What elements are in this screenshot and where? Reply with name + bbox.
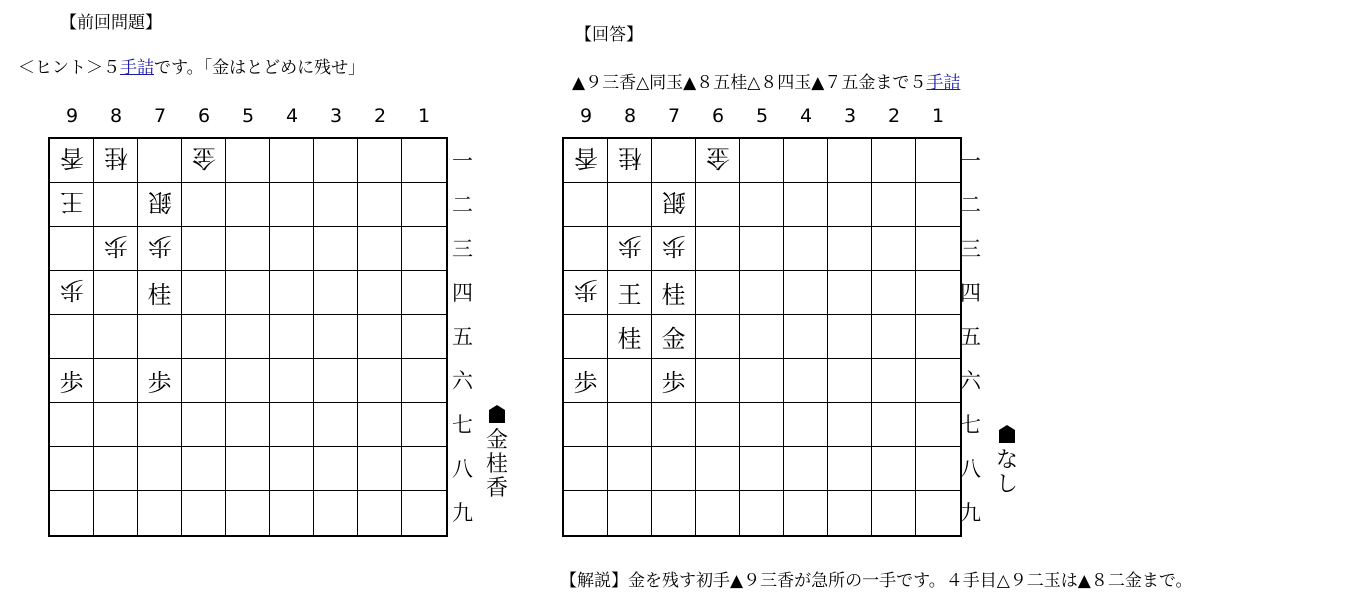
board-square xyxy=(314,271,358,315)
board-square xyxy=(564,315,608,359)
file-label: 9 xyxy=(65,105,79,127)
board-square xyxy=(740,491,784,535)
rank-label: 九 xyxy=(452,501,473,525)
board-square xyxy=(564,271,608,315)
board-square xyxy=(828,447,872,491)
board-square xyxy=(652,403,696,447)
rank-label: 一 xyxy=(452,149,473,173)
file-label: 2 xyxy=(373,105,387,127)
rank-label: 二 xyxy=(452,193,473,217)
board-square xyxy=(314,183,358,227)
board-square xyxy=(182,315,226,359)
board-square xyxy=(94,315,138,359)
hint-prefix: ＜ヒント＞５ xyxy=(18,58,120,78)
file-label: 2 xyxy=(887,105,901,127)
rank-label: 三 xyxy=(452,237,473,261)
board-square xyxy=(564,183,608,227)
board-square xyxy=(50,227,94,271)
board-square xyxy=(314,403,358,447)
file-label: 7 xyxy=(667,105,681,127)
sente-piece: 歩 xyxy=(147,369,172,397)
board-square xyxy=(608,359,652,403)
board-square xyxy=(314,359,358,403)
board-square xyxy=(402,227,446,271)
sente-piece: 王 xyxy=(617,281,642,309)
board-square xyxy=(270,447,314,491)
board-square xyxy=(226,491,270,535)
board-square xyxy=(358,491,402,535)
board-square xyxy=(182,447,226,491)
board-square xyxy=(270,359,314,403)
rank-label: 二 xyxy=(960,193,981,217)
sente-piece: 桂 xyxy=(661,281,686,309)
board-square xyxy=(784,139,828,183)
board-square xyxy=(226,359,270,403)
gote-piece: 桂 xyxy=(617,144,642,172)
file-label: 7 xyxy=(153,105,167,127)
board-square xyxy=(138,139,182,183)
board-square xyxy=(138,359,182,403)
board-square xyxy=(94,271,138,315)
board-square xyxy=(696,139,740,183)
gote-piece: 歩 xyxy=(147,232,172,260)
board-square xyxy=(916,183,960,227)
file-label: 5 xyxy=(755,105,769,127)
board-square xyxy=(652,447,696,491)
board-square xyxy=(872,315,916,359)
board-square xyxy=(358,359,402,403)
hint-suffix: です。「金はとどめに残せ」 xyxy=(154,58,366,78)
board-square xyxy=(740,139,784,183)
rank-label: 六 xyxy=(452,369,473,393)
board-square xyxy=(872,227,916,271)
board-square xyxy=(138,315,182,359)
rank-label: 四 xyxy=(452,281,473,305)
board-square xyxy=(828,227,872,271)
board-square xyxy=(608,183,652,227)
gote-piece: 金 xyxy=(705,144,730,172)
rank-label: 五 xyxy=(452,325,473,349)
gote-piece: 歩 xyxy=(573,276,598,304)
file-label: 1 xyxy=(417,105,431,127)
gote-piece: 歩 xyxy=(103,232,128,260)
board-square xyxy=(696,447,740,491)
board-square xyxy=(652,491,696,535)
board-square xyxy=(182,183,226,227)
board-square xyxy=(94,227,138,271)
board-square xyxy=(182,227,226,271)
sente-piece: 歩 xyxy=(661,369,686,397)
board-square xyxy=(226,227,270,271)
board-square xyxy=(564,139,608,183)
board-square xyxy=(564,491,608,535)
board-square xyxy=(50,359,94,403)
file-label: 6 xyxy=(197,105,211,127)
sente-piece-icon xyxy=(489,405,505,423)
board-square xyxy=(226,403,270,447)
board-square xyxy=(740,447,784,491)
board-square xyxy=(94,403,138,447)
board-square xyxy=(402,403,446,447)
answer-moves xyxy=(572,68,960,93)
rank-label: 八 xyxy=(452,457,473,481)
board-square xyxy=(138,183,182,227)
board-square xyxy=(916,227,960,271)
board-square xyxy=(270,491,314,535)
board-square xyxy=(916,315,960,359)
board-square xyxy=(314,315,358,359)
board-square xyxy=(608,139,652,183)
board-square xyxy=(696,491,740,535)
board-square xyxy=(696,403,740,447)
board-square xyxy=(402,447,446,491)
gote-piece: 歩 xyxy=(617,232,642,260)
board-square xyxy=(50,139,94,183)
board-square xyxy=(226,271,270,315)
board-square xyxy=(608,315,652,359)
board-square xyxy=(50,315,94,359)
gote-piece: 香 xyxy=(573,144,598,172)
answer-moves-text: ▲９三香△同玉▲８五桂△８四玉▲７五金まで５ xyxy=(572,73,927,93)
gote-piece: 歩 xyxy=(661,232,686,260)
board-square xyxy=(740,403,784,447)
file-label: 4 xyxy=(285,105,299,127)
rank-label: 七 xyxy=(452,413,473,437)
file-label: 4 xyxy=(799,105,813,127)
board-square xyxy=(402,183,446,227)
board-square xyxy=(872,447,916,491)
board-square xyxy=(564,447,608,491)
hand-pieces: なし xyxy=(995,448,1018,497)
board-square xyxy=(608,447,652,491)
board-square xyxy=(138,271,182,315)
board-square xyxy=(652,183,696,227)
rank-label: 一 xyxy=(960,149,981,173)
board-square xyxy=(872,183,916,227)
board-grid xyxy=(562,137,962,537)
board-square xyxy=(402,359,446,403)
board-square xyxy=(402,271,446,315)
answer-tsume-link[interactable]: 手詰 xyxy=(926,73,961,93)
previous-hint xyxy=(18,53,365,78)
board-square xyxy=(784,227,828,271)
file-label: 8 xyxy=(623,105,637,127)
board-square xyxy=(226,315,270,359)
board-square xyxy=(358,183,402,227)
board-square xyxy=(358,271,402,315)
board-square xyxy=(94,359,138,403)
board-square xyxy=(872,359,916,403)
board-square xyxy=(652,139,696,183)
board-square xyxy=(784,183,828,227)
board-square xyxy=(138,447,182,491)
file-label: 3 xyxy=(843,105,857,127)
gote-piece: 銀 xyxy=(147,188,172,216)
board-square xyxy=(916,359,960,403)
board-square xyxy=(784,447,828,491)
board-square xyxy=(270,271,314,315)
board-square xyxy=(784,403,828,447)
board-square xyxy=(314,447,358,491)
board-square xyxy=(916,271,960,315)
board-square xyxy=(696,183,740,227)
board-square xyxy=(696,227,740,271)
board-square xyxy=(740,271,784,315)
board-square xyxy=(608,227,652,271)
board-square xyxy=(916,139,960,183)
file-label: 8 xyxy=(109,105,123,127)
board-square xyxy=(138,227,182,271)
board-square xyxy=(402,491,446,535)
file-label: 1 xyxy=(931,105,945,127)
board-square xyxy=(608,491,652,535)
commentary: 【解説】金を残す初手▲９三香が急所の一手です。４手目△９二玉は▲８二金まで。 xyxy=(560,571,1193,591)
board-square xyxy=(94,491,138,535)
gote-piece: 王 xyxy=(59,188,84,216)
file-label: 5 xyxy=(241,105,255,127)
board-square xyxy=(358,227,402,271)
board-square xyxy=(402,139,446,183)
board-square xyxy=(226,139,270,183)
board-square xyxy=(94,183,138,227)
board-square xyxy=(182,491,226,535)
board-square xyxy=(784,315,828,359)
board-square xyxy=(696,271,740,315)
board-square xyxy=(740,315,784,359)
board-square xyxy=(182,271,226,315)
board-square xyxy=(314,139,358,183)
board-square xyxy=(358,139,402,183)
board-square xyxy=(226,447,270,491)
hand-pieces: 金桂香 xyxy=(485,428,508,501)
answer-heading: 【回答】 xyxy=(575,25,643,45)
board-square xyxy=(50,447,94,491)
board-square xyxy=(652,359,696,403)
board-square xyxy=(94,139,138,183)
board-square xyxy=(138,403,182,447)
board-square xyxy=(226,183,270,227)
board-square xyxy=(50,491,94,535)
gote-piece: 銀 xyxy=(661,188,686,216)
board-square xyxy=(270,227,314,271)
board-square xyxy=(696,315,740,359)
board-square xyxy=(94,447,138,491)
board-square xyxy=(916,403,960,447)
board-square xyxy=(402,315,446,359)
board-square xyxy=(564,359,608,403)
board-square xyxy=(872,403,916,447)
board-square xyxy=(784,359,828,403)
board-square xyxy=(828,491,872,535)
board-square xyxy=(872,491,916,535)
board-square xyxy=(828,403,872,447)
board-square xyxy=(270,315,314,359)
file-label: 3 xyxy=(329,105,343,127)
board-square xyxy=(270,139,314,183)
board-square xyxy=(50,183,94,227)
rank-label: 六 xyxy=(960,369,981,393)
rank-label: 三 xyxy=(960,237,981,261)
board-square xyxy=(828,359,872,403)
file-label: 6 xyxy=(711,105,725,127)
board-square xyxy=(138,491,182,535)
rank-label: 四 xyxy=(960,281,981,305)
board-square xyxy=(784,271,828,315)
hint-tsume-link[interactable]: 手詰 xyxy=(120,58,154,78)
rank-label: 五 xyxy=(960,325,981,349)
gote-piece: 歩 xyxy=(59,276,84,304)
previous-problem-heading: 【前回問題】 xyxy=(60,13,162,33)
gote-piece: 香 xyxy=(59,144,84,172)
board-square xyxy=(182,403,226,447)
board-square xyxy=(608,271,652,315)
sente-piece: 歩 xyxy=(573,369,598,397)
sente-piece: 桂 xyxy=(147,281,172,309)
board-square xyxy=(358,315,402,359)
board-square xyxy=(740,183,784,227)
board-square xyxy=(652,227,696,271)
board-square xyxy=(696,359,740,403)
gote-piece: 金 xyxy=(191,144,216,172)
board-square xyxy=(740,227,784,271)
board-square xyxy=(652,271,696,315)
board-square xyxy=(50,403,94,447)
sente-piece: 桂 xyxy=(617,325,642,353)
board-square xyxy=(314,227,358,271)
board-square xyxy=(358,403,402,447)
sente-hand xyxy=(992,425,1022,497)
rank-label: 七 xyxy=(960,413,981,437)
rank-label: 八 xyxy=(960,457,981,481)
gote-piece: 桂 xyxy=(103,144,128,172)
board-square xyxy=(358,447,402,491)
board-square xyxy=(784,491,828,535)
board-square xyxy=(182,359,226,403)
sente-piece: 歩 xyxy=(59,369,84,397)
board-square xyxy=(564,403,608,447)
board-square xyxy=(872,139,916,183)
board-square xyxy=(916,491,960,535)
board-square xyxy=(740,359,784,403)
board-square xyxy=(652,315,696,359)
board-square xyxy=(314,491,358,535)
board-square xyxy=(564,227,608,271)
sente-piece: 金 xyxy=(661,325,686,353)
board-square xyxy=(872,271,916,315)
board-square xyxy=(608,403,652,447)
board-square xyxy=(270,183,314,227)
board-square xyxy=(182,139,226,183)
board-square xyxy=(828,315,872,359)
rank-label: 九 xyxy=(960,501,981,525)
board-square xyxy=(828,139,872,183)
board-grid xyxy=(48,137,448,537)
board-square xyxy=(50,271,94,315)
board-square xyxy=(270,403,314,447)
board-square xyxy=(916,447,960,491)
file-label: 9 xyxy=(579,105,593,127)
sente-piece-icon xyxy=(999,425,1015,443)
sente-hand xyxy=(482,405,512,501)
board-square xyxy=(828,183,872,227)
board-square xyxy=(828,271,872,315)
